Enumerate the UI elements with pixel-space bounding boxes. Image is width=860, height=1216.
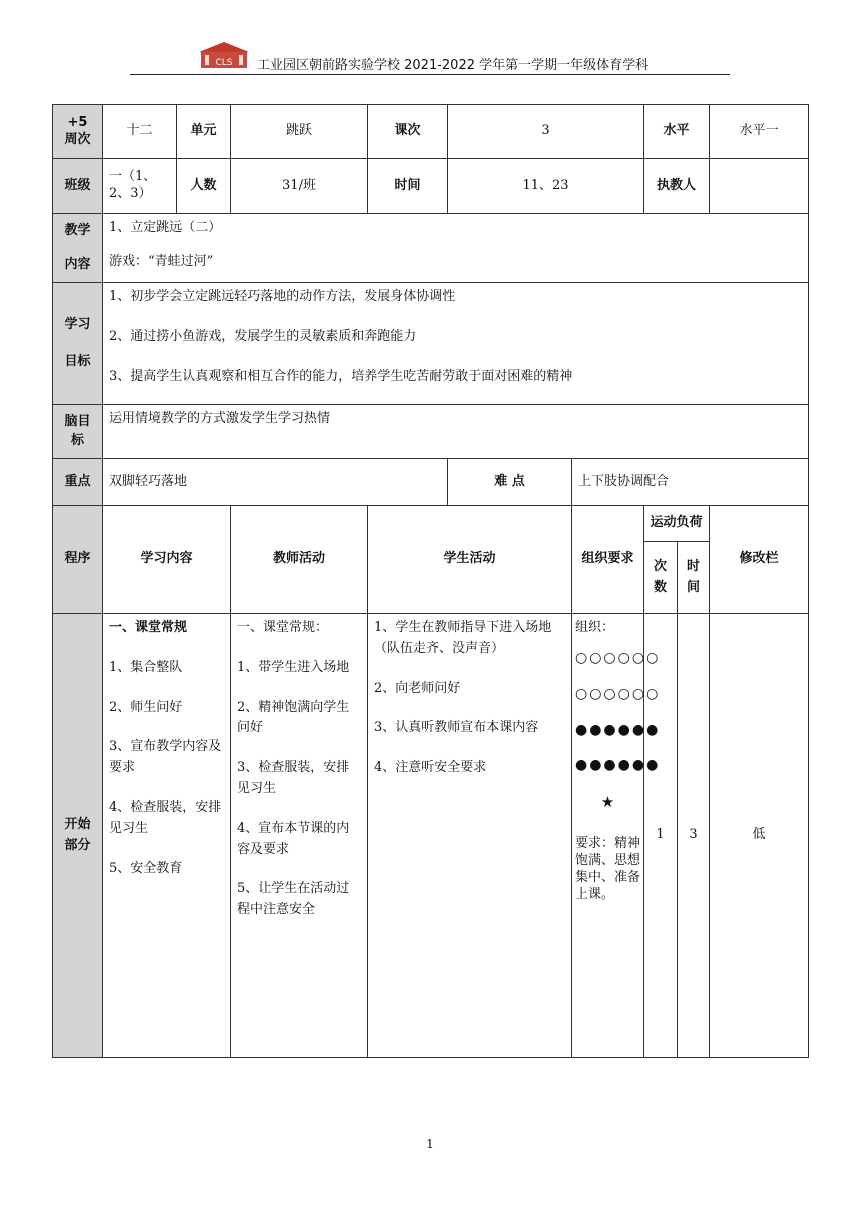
formation-row: ○○○○○○ (575, 650, 661, 667)
student-activity (368, 614, 572, 1058)
page-number: 1 (426, 1137, 434, 1151)
teacher-value (710, 159, 809, 214)
content-label-line1: 教学 (64, 222, 91, 238)
difficulty-value: 上下肢协调配合 (572, 459, 809, 506)
goal-item: 3、提高学生认真观察和相互合作的能力，培养学生吃苦耐劳敢于面对困难的精神 (109, 368, 573, 384)
formation-row: ●●●●●● (575, 721, 661, 738)
goals-label-line2: 目标 (64, 353, 91, 369)
start-section-label (53, 614, 103, 1058)
revise-header: 修改栏 (710, 506, 809, 614)
student-item: 3、认真听教师宣布本课内容 (374, 720, 539, 736)
svg-text:CLS: CLS (215, 58, 233, 68)
load-intensity: 低 (710, 614, 809, 1058)
load-count: 1 (644, 614, 678, 1058)
teacher-star-icon: ★ (600, 792, 615, 811)
key-label: 重点 (53, 459, 103, 506)
teacher-activity (231, 614, 368, 1058)
class-label: 班级 (53, 159, 103, 214)
brain-label-line1: 脑目 (64, 414, 91, 430)
org-requirement-text: 要求：精神饱满、思想集中、准备上课。 (575, 836, 641, 902)
load-header: 运动负荷 (644, 506, 710, 542)
content-line1: 1、立定跳远（二） (109, 220, 222, 235)
load-duration: 3 (678, 614, 710, 1058)
goals-text (103, 283, 809, 405)
count-value: 31/班 (231, 159, 368, 214)
learning-item: 1、集合整队 (109, 659, 183, 675)
goals-label-line1: 学习 (64, 317, 91, 333)
org-title: 组织： (575, 620, 615, 635)
brain-text: 运用情境教学的方式激发学生学习热情 (103, 405, 809, 459)
content-row (53, 214, 809, 283)
content-label (53, 214, 103, 283)
learning-content (103, 614, 231, 1058)
lesson-value: 3 (448, 105, 644, 159)
unit-value: 跳跃 (231, 105, 368, 159)
duration-header-text: 时间 (686, 559, 700, 595)
column-header-row-1 (53, 506, 809, 542)
class-value: 一（1、2、3） (103, 159, 177, 214)
goal-item: 1、初步学会立定跳远轻巧落地的动作方法，发展身体协调性 (109, 289, 456, 304)
start-section-row (53, 614, 809, 1058)
learning-item: 3、宣布教学内容及要求 (109, 739, 222, 776)
brain-row (53, 405, 809, 459)
goals-label (53, 283, 103, 405)
lesson-label: 课次 (368, 105, 448, 159)
time-label: 时间 (368, 159, 448, 214)
difficulty-label: 难 点 (448, 459, 572, 506)
learning-item: 4、检查服装，安排见习生 (109, 799, 222, 836)
teacher-label: 执教人 (644, 159, 710, 214)
level-label: 水平 (644, 105, 710, 159)
teacher-title: 一、课堂常规： (237, 620, 329, 635)
start-label-line1: 开始 (64, 817, 91, 833)
brain-label-line2: 标 (70, 432, 84, 448)
content-line2: 游戏：“青蛙过河” (109, 254, 214, 270)
learning-title: 一、课堂常规 (109, 620, 188, 635)
info-row-2 (53, 159, 809, 214)
page-header (195, 40, 735, 74)
start-label-line2: 部分 (64, 837, 91, 853)
lesson-plan-table (52, 104, 809, 1058)
program-header: 程序 (53, 506, 103, 614)
key-value: 双脚轻巧落地 (103, 459, 448, 506)
student-item: 2、向老师问好 (374, 680, 461, 696)
duration-header (678, 542, 710, 614)
teacher-item: 1、带学生进入场地 (237, 659, 350, 675)
student-header: 学生活动 (368, 506, 572, 614)
unit-label: 单元 (177, 105, 231, 159)
student-item: 4、注意听安全要求 (374, 760, 487, 776)
goals-row (53, 283, 809, 405)
formation-row: ●●●●●● (575, 757, 661, 774)
week-value: 十二 (103, 105, 177, 159)
count-label: 人数 (177, 159, 231, 214)
content-label-line2: 内容 (64, 257, 91, 272)
formation-row: ○○○○○○ (575, 685, 661, 702)
teacher-header: 教师活动 (231, 506, 368, 614)
level-value: 水平一 (710, 105, 809, 159)
header-rule (130, 74, 730, 75)
teacher-item: 3、检查服装，安排见习生 (237, 760, 350, 796)
count-header (644, 542, 678, 614)
learning-item: 5、安全教育 (109, 860, 183, 876)
teacher-item: 4、宣布本节课的内容及要求 (237, 820, 350, 857)
learning-item: 2、师生问好 (109, 699, 183, 715)
header-title: 工业园区朝前路实验学校 2021-2022 学年第一学期一年级体育学科 (257, 58, 649, 73)
student-item: 1、学生在教师指导下进入场地（队伍走齐、没声音） (374, 620, 552, 656)
info-row-1 (53, 105, 809, 159)
org-requirements (572, 614, 661, 1058)
content-text (103, 214, 809, 283)
brain-label (53, 405, 103, 459)
time-value: 11、23 (448, 159, 644, 214)
goal-item: 2、通过捞小鱼游戏，发展学生的灵敏素质和奔跑能力 (109, 328, 417, 344)
key-row (53, 459, 809, 506)
school-logo-icon (195, 40, 253, 70)
teacher-item: 2、精神饱满向学生问好 (237, 699, 350, 736)
teacher-item: 5、让学生在活动过程中注意安全 (237, 881, 350, 917)
count-header-text: 次数 (653, 559, 667, 595)
week-label: +5 周次 (53, 105, 103, 159)
org-header: 组织要求 (572, 506, 644, 614)
learning-header: 学习内容 (103, 506, 231, 614)
